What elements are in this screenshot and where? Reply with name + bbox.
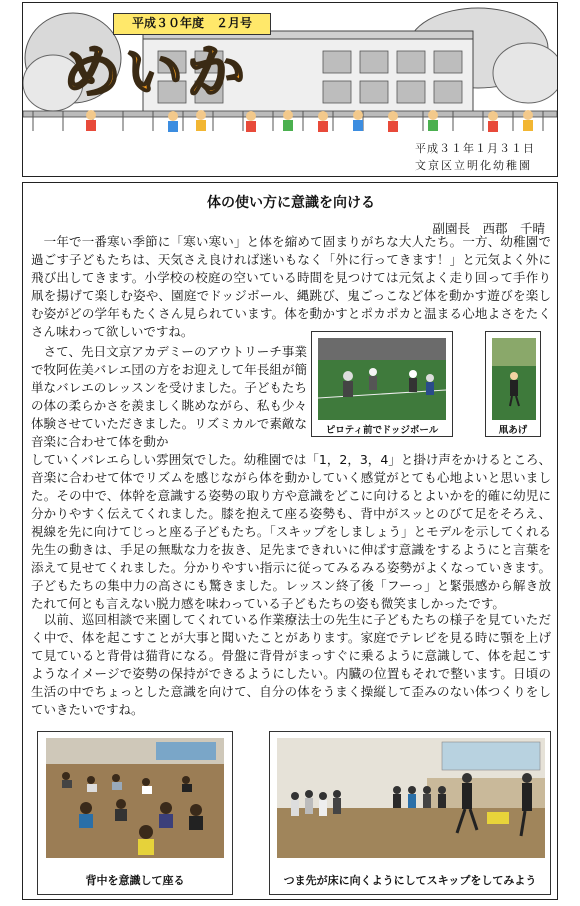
newsletter-title: めいか — [63, 38, 250, 106]
photo-dodgeball — [311, 331, 453, 437]
kite-image — [492, 338, 536, 420]
publication-date: 平成３１年１月３１日 — [415, 142, 535, 155]
photo-skip — [269, 731, 551, 895]
caption-sitting: 背中を意識して座る — [85, 874, 185, 887]
paragraph-2-continued: していくバレエらしい雰囲気でした。幼稚園では「1，2，3，4」と掛け声をかけるところ、音楽に合わせて体でリズムを感じながら体を動かしていく感覚がとても心地よいと思いました。その中で、体幹を意識する姿勢の取り方や意識をどこに向けるとよいかを的確に幼児に分かりやすく伝えてくれました。膝を抱えて座る姿勢も、背中がスッとのびて足をそろえ、視線を先に向けてじっと座る子どもたち。「スキップをしましょう」とモデルを示してくれる先生の動きは、手足の無駄な力を抜き、足先まできれいに伸ばす意識をするようにと言葉を添えて見せてくれました。分かりやすい指示に従ってみるみる姿勢がよくなっていきます。子どもたちの集中力の高さにも驚きました。レッスン終了後「フーっ」と緊張感から解き放たれて何とも言えない脱力感を味わっている子どもたちの姿も微笑ましかったです。 — [31, 452, 551, 611]
caption-skip: つま先が床に向くようにしてスキップをしてみよう — [283, 874, 537, 887]
caption-kite: 凧あげ — [498, 425, 528, 436]
issue-label: 平成３０年度 ２月号 — [113, 13, 271, 35]
caption-dodgeball: ピロティ前でドッジボール — [325, 425, 439, 436]
article-headline: 体の使い方に意識を向ける — [207, 195, 375, 211]
article — [22, 182, 558, 900]
skipping-children-image — [277, 738, 545, 858]
sitting-children-image — [46, 738, 224, 858]
school-name: 文京区立明化幼稚園 — [415, 159, 532, 172]
paragraph-3: 以前、巡回相談で来園してくれている作業療法士の先生に子どもたちの様子を見ていただく中で、体を起こすことが大事と聞いたことがあります。家庭でテレビを見る時に顎を上げて見ていると背骨は猫背になる。骨盤に背骨がまっすぐに乗るように意識して、体を起こすようなイメージで姿勢の保持ができるようにしたい。内臓の位置もそれで整います。日頃の生活の中でちょっとした意識を向けて、自分の体をうまく操縦して歪みのない体つくりをしていきたいですね。 — [31, 612, 551, 717]
photo-sitting — [37, 731, 233, 895]
dodgeball-image — [318, 338, 446, 420]
masthead — [22, 2, 558, 177]
photo-kite — [485, 331, 541, 437]
article-author: 副園長 西郡 千晴 — [432, 221, 545, 236]
paragraph-2-start: さて、先日文京アカデミーのアウトリーチ事業で牧阿佐美バレエ団の方をお迎えして年長組が簡単なバレエのレッスンを受けました。子どもたちの体の柔らかさを羨ましく眺めながら、私も少々体験させていただきました。リズミカルで素敵な音楽に合わせて体を動か — [31, 344, 307, 449]
paragraph-1: 一年で一番寒い季節に「寒い寒い」と体を縮めて固まりがちな大人たち。一方、幼稚園で過ごす子どもたちは、天気さえ良ければ迷いもなく「外に行ってきます！」と元気よく外に飛び出してきます。小学校の校庭の空いている時間を見つけては元気よく走り回って手作り凧を揚げて楽しむ姿や、園庭でドッジボール、縄跳び、鬼ごっこなど体を動かす遊びを楽しむ姿がどの学年もたくさん見られています。体を動かすとポカポカと温まる心地よさをたくさん味わって欲しいですね。 — [31, 234, 551, 339]
